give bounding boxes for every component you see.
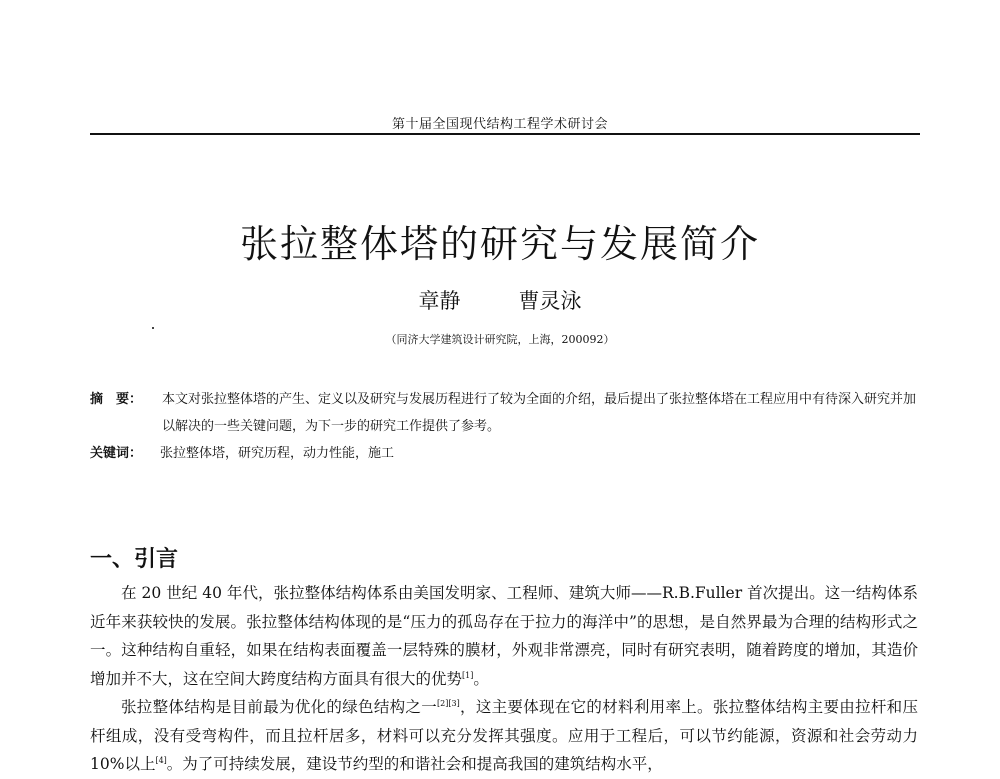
paragraph-2-text-a: 张拉整体结构是目前最为优化的绿色结构之一	[121, 698, 438, 716]
paragraph-2	[90, 693, 918, 779]
keywords-text: 张拉整体塔，研究历程，动力性能，施工	[160, 446, 395, 461]
citation-4[interactable]: [4]	[155, 755, 167, 765]
header-rule	[90, 133, 920, 135]
abstract-row	[90, 386, 920, 440]
author-2: 曹灵泳	[518, 289, 582, 313]
paragraph-1	[90, 579, 918, 693]
section-body	[90, 579, 918, 779]
abstract-label: 摘 要：	[90, 392, 143, 407]
citation-1[interactable]: [1]	[462, 670, 474, 680]
paragraph-1-end: 。	[473, 669, 489, 688]
paragraph-2-text-b: ，这主要体现在它的材料利用率上。张拉整体结构主要由拉杆和压杆组成，没有受弯构件，而且拉杆居多，材料可以充分发挥其强度。应用于工程后，可以节约能源，资源和社会劳动力 10%以上	[90, 698, 918, 773]
keywords-label: 关键词：	[90, 446, 143, 461]
affiliation: （同济大学建筑设计研究院，上海，200092）	[385, 333, 615, 346]
paragraph-1-text: 在 20 世纪 40 年代，张拉整体结构体系由美国发明家、工程师、建筑大师——R.B.Fuller 首次提出。这一结构体系近年来获较快的发展。张拉整体结构体现的是“压力的孤岛存在于拉力的海洋中”的思想，是自然界最为合理的结构形式之一。这种结构自重轻，如果在结构表面覆盖一层特殊的膜材，外观非常漂亮，同时有研究表明，随着跨度的增加，其造价增加并不大，这在空间大跨度结构方面具有很大的优势	[90, 584, 918, 688]
citation-2-3[interactable]: [2][3]	[437, 698, 460, 708]
scan-speck	[152, 327, 154, 329]
paper-title: 张拉整体塔的研究与发展简介	[239, 222, 760, 267]
author-list	[0, 285, 1000, 315]
abstract-block	[90, 386, 920, 467]
keywords-row	[90, 440, 920, 467]
section-heading-intro: 一、引言	[90, 547, 179, 573]
paragraph-2-text-c: 。为了可持续发展，建设节约型的和谐社会和提高我国的建筑结构水平，	[166, 755, 663, 773]
author-1: 章静	[418, 289, 461, 313]
abstract-text: 本文对张拉整体塔的产生、定义以及研究与发展历程进行了较为全面的介绍，最后提出了张拉整体塔在工程应用中有待深入研究并加以解决的一些关键问题，为下一步的研究工作提供了参考。	[162, 392, 917, 434]
running-header: 第十届全国现代结构工程学术研讨会	[391, 117, 608, 132]
